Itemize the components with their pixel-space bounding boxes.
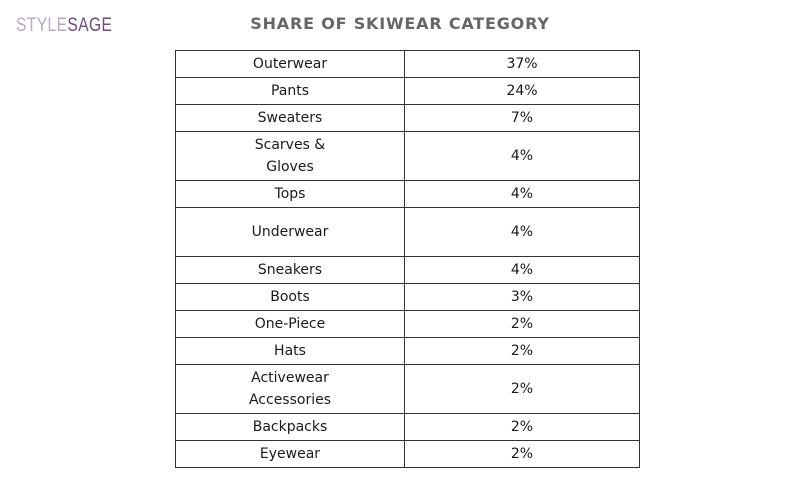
share-cell: 2% bbox=[405, 311, 640, 338]
table-row bbox=[176, 414, 640, 441]
table-row bbox=[176, 441, 640, 468]
chart-title: SHARE OF SKIWEAR CATEGORY bbox=[250, 14, 550, 33]
category-cell: Hats bbox=[176, 338, 405, 365]
table-row bbox=[176, 311, 640, 338]
category-cell: Activewear Accessories bbox=[176, 365, 405, 414]
category-cell: Backpacks bbox=[176, 414, 405, 441]
table-body bbox=[176, 51, 640, 468]
category-cell: Tops bbox=[176, 181, 405, 208]
share-cell: 24% bbox=[405, 78, 640, 105]
category-cell: Sneakers bbox=[176, 257, 405, 284]
table-row bbox=[176, 78, 640, 105]
category-cell: Pants bbox=[176, 78, 405, 105]
category-cell: Scarves & Gloves bbox=[176, 132, 405, 181]
category-cell: Eyewear bbox=[176, 441, 405, 468]
table-row bbox=[176, 132, 640, 181]
logo-part-sage: SAGE bbox=[67, 15, 113, 36]
table-row bbox=[176, 208, 640, 257]
share-cell: 37% bbox=[405, 51, 640, 78]
logo-part-style: STYLE bbox=[16, 15, 68, 36]
share-cell: 4% bbox=[405, 257, 640, 284]
table-row bbox=[176, 365, 640, 414]
share-cell: 3% bbox=[405, 284, 640, 311]
category-cell: Underwear bbox=[176, 208, 405, 257]
category-cell: Outerwear bbox=[176, 51, 405, 78]
share-cell: 2% bbox=[405, 338, 640, 365]
table-row bbox=[176, 338, 640, 365]
table-row bbox=[176, 105, 640, 132]
share-cell: 4% bbox=[405, 132, 640, 181]
share-cell: 4% bbox=[405, 208, 640, 257]
table-row bbox=[176, 181, 640, 208]
share-cell: 2% bbox=[405, 414, 640, 441]
share-cell: 2% bbox=[405, 365, 640, 414]
share-cell: 4% bbox=[405, 181, 640, 208]
table-row bbox=[176, 257, 640, 284]
category-cell: One-Piece bbox=[176, 311, 405, 338]
table-row bbox=[176, 284, 640, 311]
share-cell: 2% bbox=[405, 441, 640, 468]
category-cell: Sweaters bbox=[176, 105, 405, 132]
skiwear-share-table bbox=[175, 50, 640, 468]
table-row bbox=[176, 51, 640, 78]
share-cell: 7% bbox=[405, 105, 640, 132]
category-cell: Boots bbox=[176, 284, 405, 311]
